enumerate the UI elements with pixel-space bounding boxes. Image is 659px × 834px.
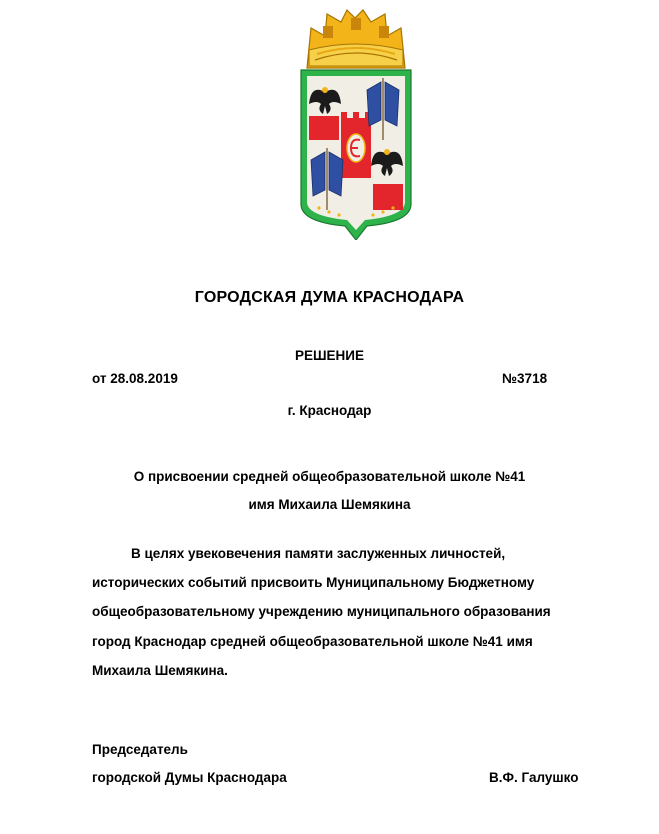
subject-line: О присвоении средней общеобразовательной школе №41 bbox=[133, 469, 526, 484]
body-line: общеобразовательному учреждению муниципального образования bbox=[92, 604, 551, 619]
body-line: В целях увековечения памяти заслуженных личностей, bbox=[131, 546, 506, 561]
body-line: Михаила Шемякина. bbox=[92, 663, 228, 678]
coat-of-arms-icon bbox=[297, 8, 415, 240]
body-line: исторических событий присвоить Муниципальному Бюджетному bbox=[92, 575, 535, 590]
decision-city: г. Краснодар bbox=[287, 403, 372, 418]
decision-date: от 28.08.2019 bbox=[92, 371, 178, 386]
signatory-role: городской Думы Краснодара bbox=[92, 770, 287, 785]
decision-label: РЕШЕНИЕ bbox=[294, 348, 365, 363]
signatory-role: Председатель bbox=[92, 742, 188, 757]
subject-line: имя Михаила Шемякина bbox=[248, 497, 411, 512]
shield-icon bbox=[301, 70, 411, 240]
signatory-name: В.Ф. Галушко bbox=[489, 770, 579, 785]
crown-icon bbox=[307, 10, 405, 68]
decision-number: №3718 bbox=[502, 371, 548, 386]
body-line: город Краснодар средней общеобразовательной школе №41 имя bbox=[92, 634, 533, 649]
document-title: ГОРОДСКАЯ ДУМА КРАСНОДАРА bbox=[194, 289, 465, 306]
